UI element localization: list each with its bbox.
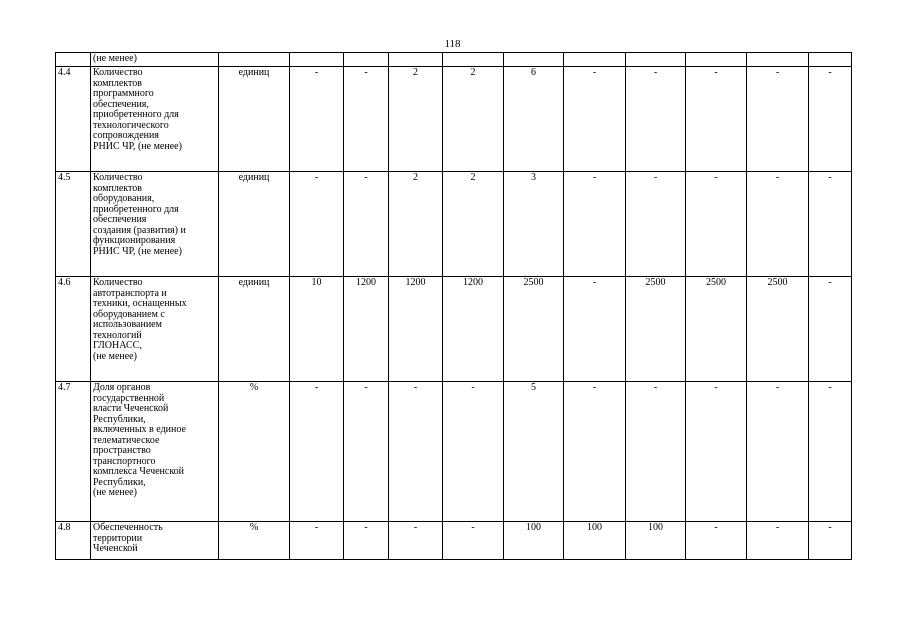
unit-cell: единиц	[219, 172, 290, 277]
value-cell: -	[290, 382, 344, 522]
value-cell: -	[747, 172, 809, 277]
value-cell: 3	[504, 172, 564, 277]
row-number-cell	[56, 53, 91, 67]
value-cell: -	[344, 522, 389, 560]
value-cell: -	[290, 522, 344, 560]
indicator-name-cell	[91, 522, 219, 560]
value-cell: -	[809, 172, 852, 277]
value-cell: 100	[504, 522, 564, 560]
value-cell: -	[564, 172, 626, 277]
value-cell: -	[809, 277, 852, 382]
table-row	[56, 522, 852, 560]
value-cell: -	[809, 522, 852, 560]
continuation-row	[56, 53, 852, 67]
value-cell: -	[389, 382, 443, 522]
indicator-name-cell	[91, 67, 219, 172]
value-cell: -	[626, 172, 686, 277]
value-cell: -	[747, 382, 809, 522]
value-cell: -	[747, 522, 809, 560]
value-cell: 2500	[686, 277, 747, 382]
indicator-name-cell	[91, 382, 219, 522]
value-cell: 2500	[504, 277, 564, 382]
value-cell: -	[564, 382, 626, 522]
indicators-table	[55, 52, 852, 560]
value-cell: -	[290, 67, 344, 172]
indicator-name-text: Количество комплектов оборудования, приобретенного для обеспечения создания (развития) и функционирования РНИС ЧР, (не менее)	[93, 172, 186, 257]
value-cell: -	[809, 382, 852, 522]
row-number-cell: 4.5	[56, 172, 91, 277]
value-cell: 2	[389, 67, 443, 172]
value-cell: -	[686, 172, 747, 277]
table-row	[56, 67, 852, 172]
value-cell: -	[686, 67, 747, 172]
value-cell: -	[344, 67, 389, 172]
indicator-name-text: Доля органов государственной власти Чеченской Республики, включенных в единое телематическое пространство транспортного комплекса Чеченской Республики, (не менее)	[93, 382, 186, 498]
value-cell: -	[344, 172, 389, 277]
table-row	[56, 277, 852, 382]
row-number-cell: 4.4	[56, 67, 91, 172]
unit-cell: единиц	[219, 277, 290, 382]
indicator-name-cell: (не менее)	[91, 53, 219, 67]
row-number-cell: 4.6	[56, 277, 91, 382]
value-cell: 100	[564, 522, 626, 560]
value-cell: -	[809, 67, 852, 172]
row-number-cell: 4.7	[56, 382, 91, 522]
value-cell: -	[443, 522, 504, 560]
indicator-name-cell	[91, 172, 219, 277]
value-cell: 1200	[344, 277, 389, 382]
value-cell: -	[626, 382, 686, 522]
value-cell: -	[290, 172, 344, 277]
value-cell: -	[626, 67, 686, 172]
indicator-name-text: Количество комплектов программного обеспечения, приобретенного для технологического сопровождения РНИС ЧР, (не менее)	[93, 67, 182, 152]
table-row	[56, 172, 852, 277]
value-cell: 2	[389, 172, 443, 277]
value-cell: 2500	[626, 277, 686, 382]
value-cell: -	[686, 522, 747, 560]
value-cell: -	[564, 277, 626, 382]
value-cell: 5	[504, 382, 564, 522]
value-cell: 1200	[443, 277, 504, 382]
value-cell: 2	[443, 172, 504, 277]
value-cell: 10	[290, 277, 344, 382]
value-cell: -	[564, 67, 626, 172]
indicator-name-cell	[91, 277, 219, 382]
unit-cell: %	[219, 382, 290, 522]
value-cell: -	[747, 67, 809, 172]
value-cell: 2500	[747, 277, 809, 382]
value-cell: -	[686, 382, 747, 522]
page-number: 118	[444, 38, 461, 50]
indicator-name-text: Количество автотранспорта и техники, оснащенных оборудованием с использованием технологий ГЛОНАСС, (не менее)	[93, 277, 187, 362]
value-cell: 1200	[389, 277, 443, 382]
unit-cell: единиц	[219, 67, 290, 172]
value-cell: 6	[504, 67, 564, 172]
value-cell: -	[389, 522, 443, 560]
value-cell: 2	[443, 67, 504, 172]
table-row	[56, 382, 852, 522]
unit-cell: %	[219, 522, 290, 560]
value-cell: -	[344, 382, 389, 522]
value-cell: 100	[626, 522, 686, 560]
row-number-cell: 4.8	[56, 522, 91, 560]
value-cell: -	[443, 382, 504, 522]
indicator-name-text: Обеспеченность территории Чеченской	[93, 522, 163, 554]
